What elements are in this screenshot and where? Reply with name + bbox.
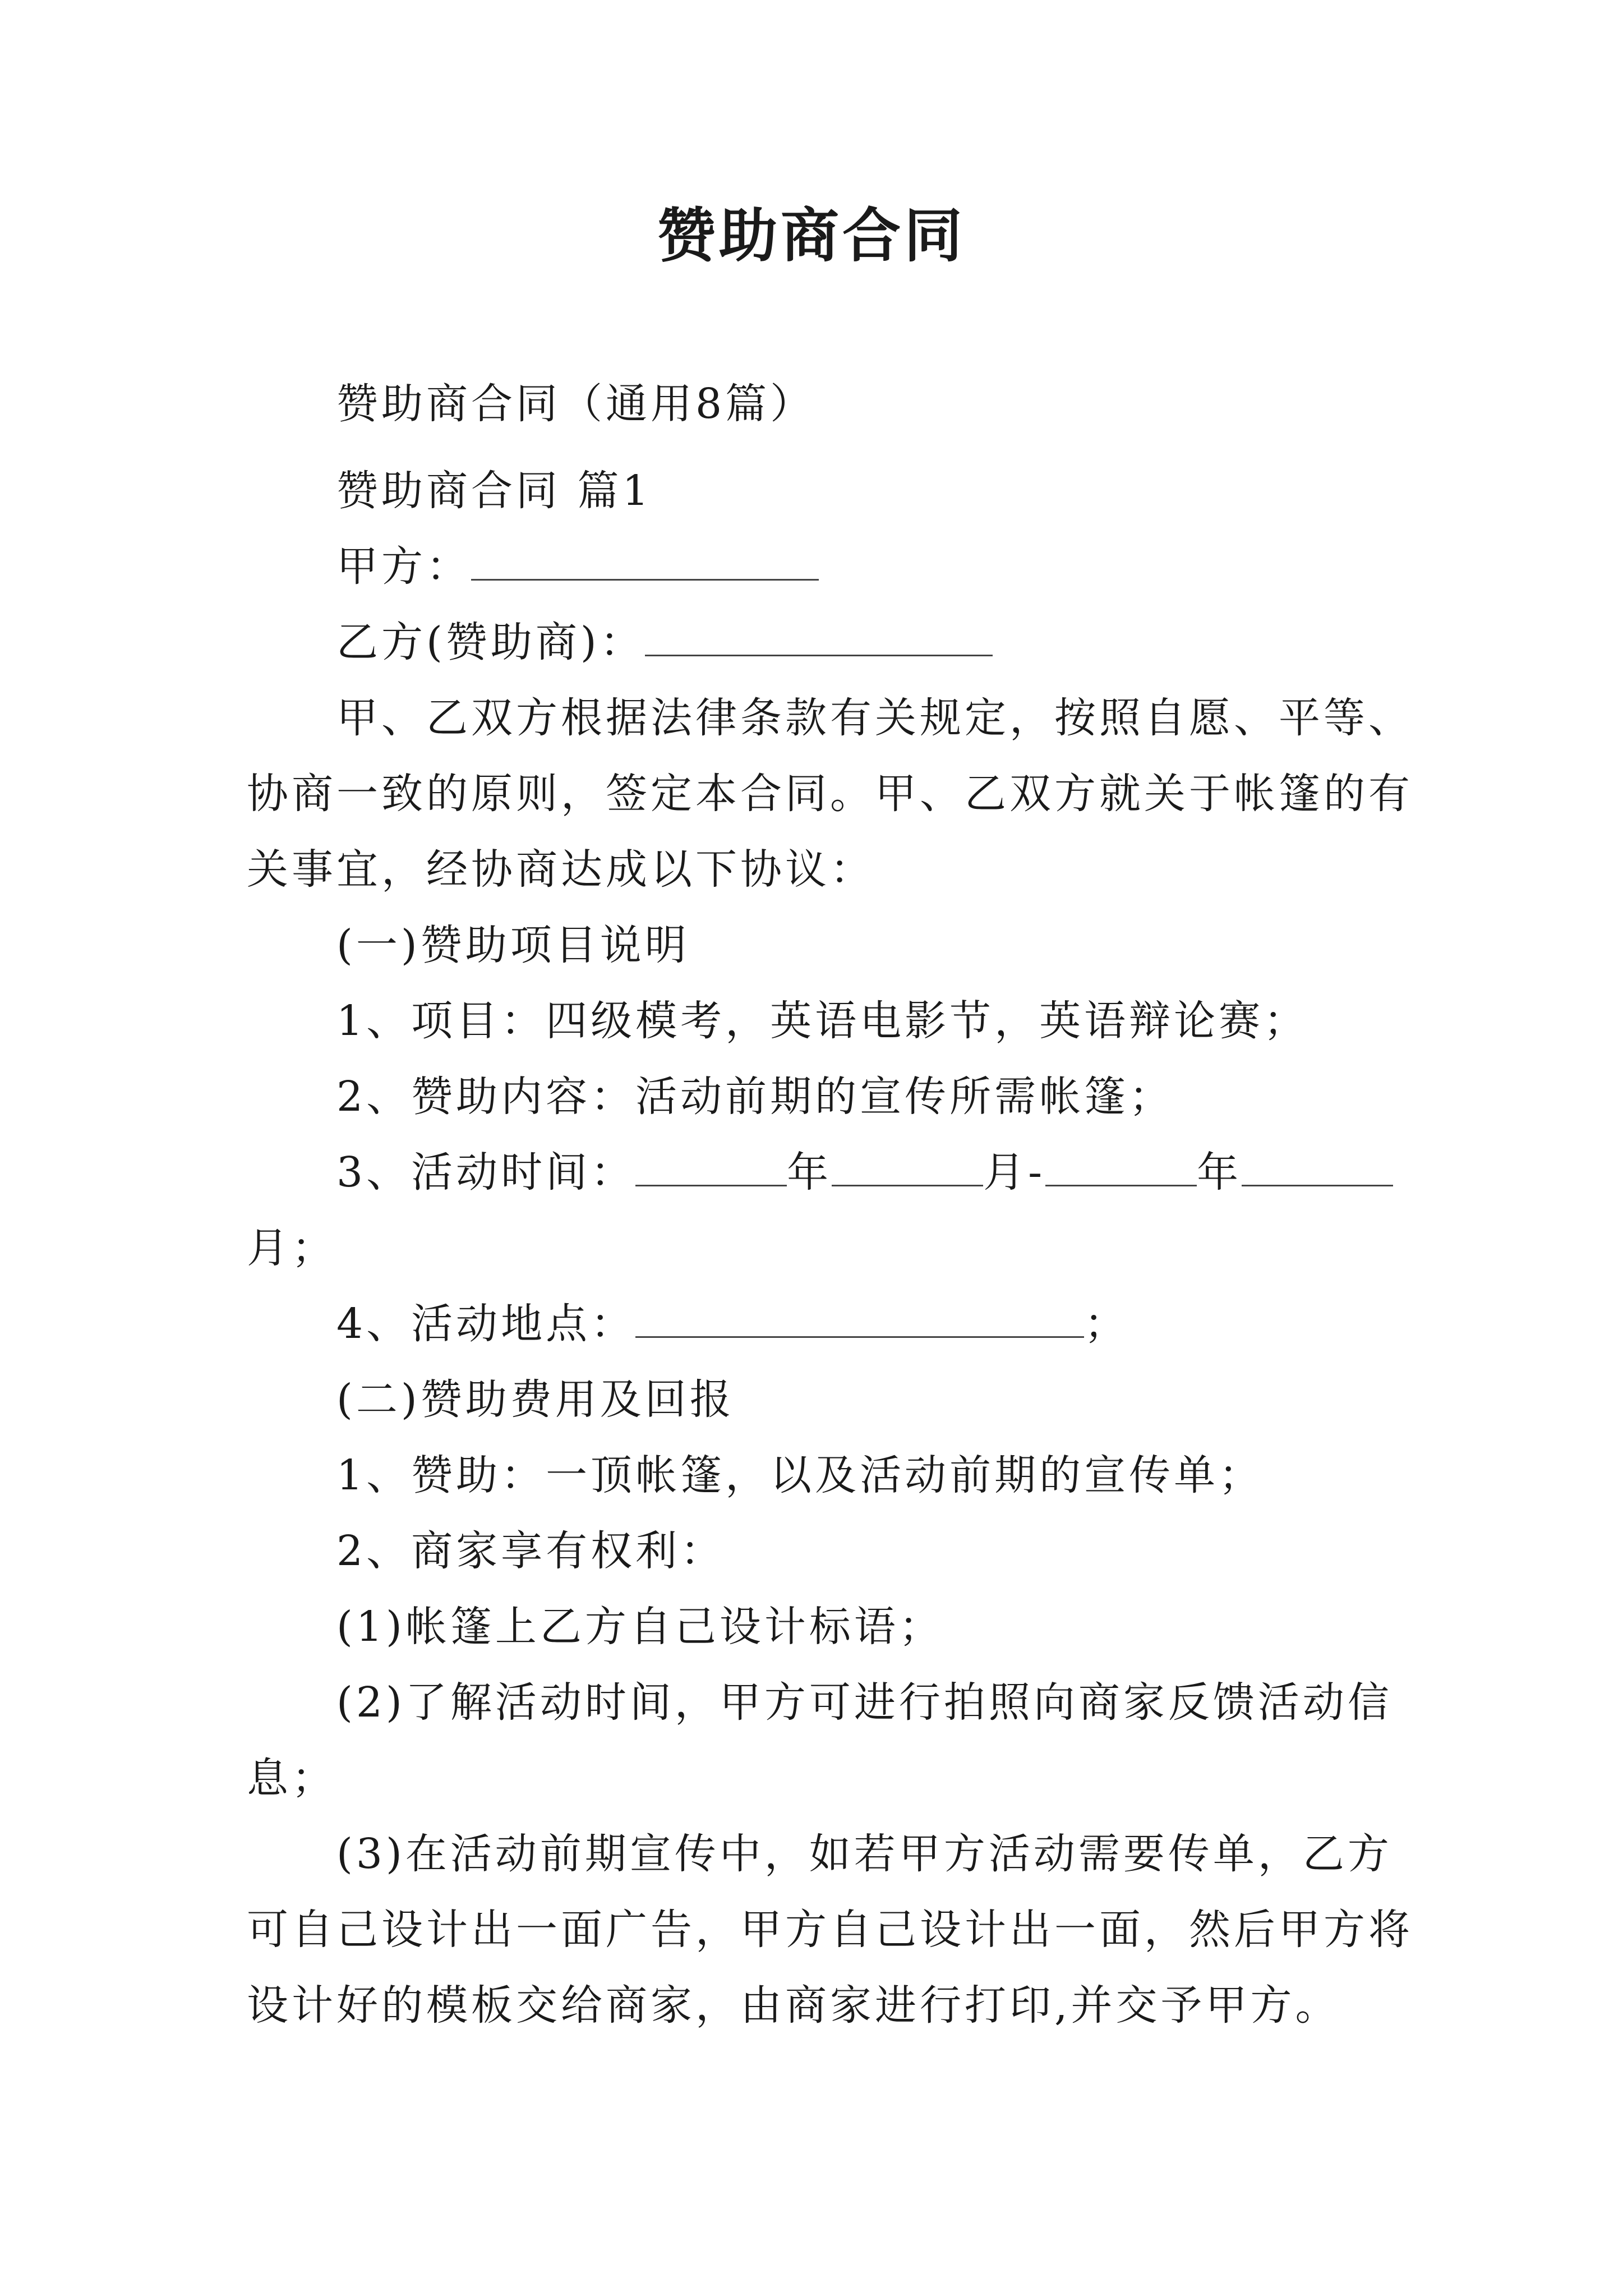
right-3-line-1: (3)在活动前期宣传中，如若甲方活动需要传单，乙方 [336,1830,1393,1878]
party-b-line [336,611,993,673]
item-3-prefix: 3、活动时间： [336,1148,636,1197]
item-2: 2、赞助内容：活动前期的宣传所需帐篷； [336,1073,1174,1121]
start-year-blank [635,1147,787,1186]
right-1: (1)帐篷上乙方自己设计标语； [336,1603,944,1651]
party-a-line [336,536,819,597]
intro-line-3: 关事宜，经协商达成以下协议： [247,845,875,894]
right-2-line-1: (2)了解活动时间，甲方可进行拍照向商家反馈活动信 [336,1678,1393,1727]
year-char-1: 年 [787,1148,832,1197]
item-3-end: 月； [247,1224,336,1272]
party-a-blank [471,541,819,581]
part1-heading: (一)赞助项目说明 [336,921,690,969]
section-heading: 赞助商合同 篇1 [336,467,652,515]
party-a-label: 甲方： [336,542,471,591]
part2-heading: (二)赞助费用及回报 [336,1375,735,1424]
item-1: 1、项目：四级模考，英语电影节，英语辩论赛； [336,997,1309,1045]
start-month-blank [832,1147,983,1186]
item-4-prefix: 4、活动地点： [336,1300,636,1348]
item-3-line [336,1142,1393,1203]
item-4-end: ； [1084,1300,1129,1348]
end-year-blank [1045,1147,1197,1186]
party-b-label: 乙方(赞助商)： [336,618,645,666]
location-blank [635,1298,1084,1338]
dash: - [1028,1148,1046,1197]
sponsor-item-2: 2、商家享有权利： [336,1527,726,1575]
party-b-blank [645,616,993,656]
item-4-line [336,1293,1129,1355]
subtitle: 赞助商合同（通用8篇） [336,380,815,428]
intro-line-1: 甲、乙双方根据法律条款有关规定，按照自愿、平等、 [336,694,1413,742]
document-title: 赞助商合同 [657,201,966,270]
intro-line-2: 协商一致的原则，签定本合同。甲、乙双方就关于帐篷的有 [247,770,1413,818]
right-2-line-2: 息； [247,1754,336,1802]
right-3-line-2: 可自己设计出一面广告，甲方自己设计出一面，然后甲方将 [247,1906,1413,1954]
end-month-blank [1242,1147,1393,1186]
sponsor-item-1: 1、赞助：一顶帐篷，以及活动前期的宣传单； [336,1451,1264,1499]
month-char-1: 月 [983,1148,1029,1197]
right-3-line-3: 设计好的模板交给商家，由商家进行打印,并交予甲方。 [247,1981,1340,2030]
year-char-2: 年 [1197,1148,1242,1197]
